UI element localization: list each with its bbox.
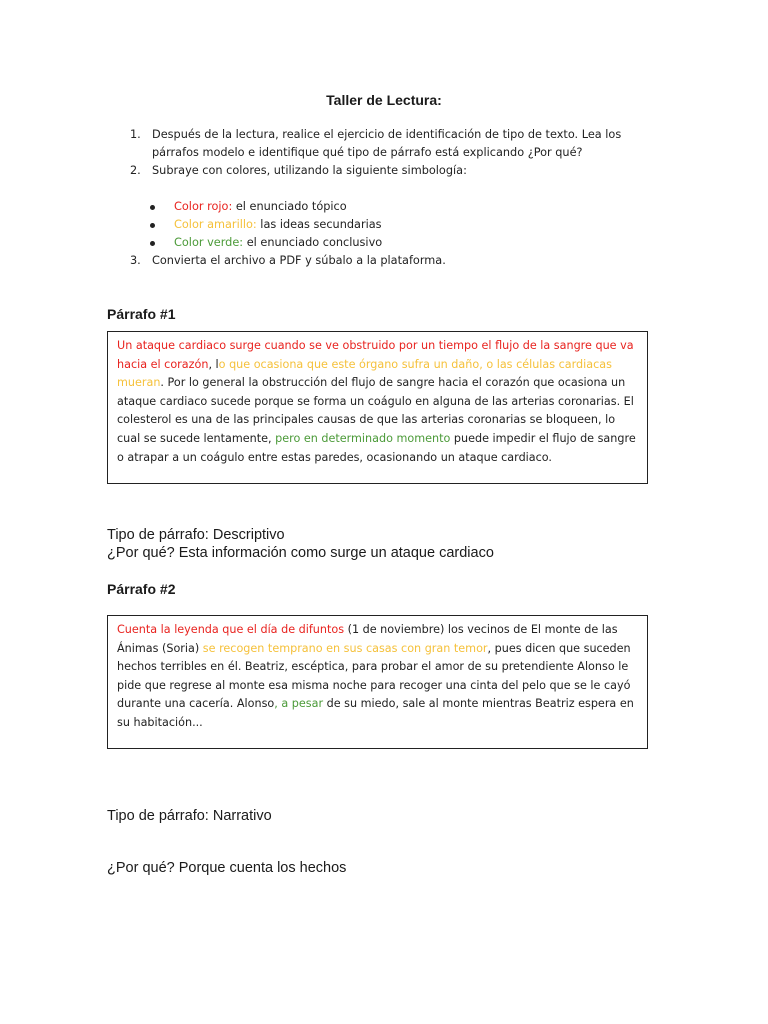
- paragraph-2-type-answer: Tipo de párrafo: Narrativo: [107, 808, 272, 824]
- paragraph-2-heading: Párrafo #2: [107, 581, 176, 597]
- text-segment: de su miedo, sale al monte mientras Beatriz espera en su habitación...: [117, 697, 634, 729]
- bullet-icon: [150, 223, 155, 228]
- legend-color-label: Color amarillo:: [174, 218, 257, 231]
- legend-meaning: el enunciado conclusivo: [243, 236, 383, 249]
- text-segment: . Por lo general la obstrucción del flujo de sangre hacia el corazón que ocasiona un ataque cardiaco sucede porque se forma un coágulo en alguna de las arterias coronarias. El colesterol es una de las principales causas de que las arterias coronarias se bloqueen, lo cual se sucede lentamente,: [117, 376, 634, 445]
- instruction-1-line-2: párrafos modelo e identifique qué tipo de párrafo está explicando ¿Por qué?: [152, 146, 583, 159]
- text-segment: , l: [208, 357, 219, 371]
- legend-color-label: Color rojo:: [174, 200, 233, 213]
- topic-sentence: Cuenta la leyenda que el día de difuntos: [117, 623, 345, 636]
- document-title: Taller de Lectura:: [326, 92, 442, 108]
- paragraph-1-heading: Párrafo #1: [107, 306, 176, 322]
- text-segment: (1 de noviembre) los vecinos de El monte de las Ánimas (Soria): [117, 623, 618, 655]
- legend-meaning: las ideas secundarias: [256, 218, 382, 231]
- instruction-number-1: 1.: [130, 128, 141, 141]
- paragraph-1-type-answer: Tipo de párrafo: Descriptivo: [107, 527, 285, 543]
- paragraph-2-why-answer: ¿Por qué? Porque cuenta los hechos: [107, 860, 347, 876]
- text-segment: , pues dicen que suceden hechos terribles en él. Beatriz, escéptica, para probar el amor de su pretendiente Alonso le pide que regrese al monte esa misma noche para recoger una cinta del pelo que se le cayó durante una cacería. Alonso: [117, 641, 631, 711]
- instruction-item-2: [130, 162, 467, 180]
- instruction-item-1: [130, 126, 622, 144]
- secondary-idea: se recogen temprano en sus casas con gran temor: [202, 641, 488, 655]
- paragraph-2-box: [107, 615, 648, 749]
- instruction-2-line-1: Subraye con colores, utilizando la siguiente simbología:: [152, 164, 467, 177]
- instruction-number-3: 3.: [130, 254, 141, 267]
- secondary-idea: o que ocasiona que este órgano sufra un daño, o las células cardiacas mueran: [117, 357, 612, 390]
- instruction-3-line-1: Convierta el archivo a PDF y súbalo a la plataforma.: [152, 254, 446, 267]
- instruction-item-3: [130, 252, 446, 270]
- instruction-item-1-continued: [152, 144, 583, 162]
- legend-item-green: [174, 234, 382, 252]
- legend-meaning: el enunciado tópico: [232, 200, 347, 213]
- legend-item-yellow: [174, 216, 382, 234]
- concluding-sentence: , a pesar: [274, 697, 324, 711]
- bullet-icon: [150, 241, 155, 246]
- bullet-icon: [150, 205, 155, 210]
- instruction-number-2: 2.: [130, 164, 141, 177]
- legend-color-label: Color verde:: [174, 236, 244, 249]
- legend-item-red: [174, 198, 347, 216]
- topic-sentence: Un ataque cardiaco surge cuando se ve obstruido por un tiempo el flujo de la sangre que va hacia el corazón: [117, 339, 634, 371]
- concluding-sentence: pero en determinado momento: [275, 431, 451, 445]
- instruction-1-line-1: Después de la lectura, realice el ejercicio de identificación de tipo de texto. Lea los: [152, 128, 622, 141]
- paragraph-1-box: [107, 331, 648, 484]
- text-segment: puede impedir el flujo de sangre o atrapar a un coágulo entre estas paredes, ocasionando un ataque cardiaco.: [117, 431, 636, 464]
- paragraph-1-why-answer: ¿Por qué? Esta información como surge un ataque cardiaco: [107, 545, 494, 561]
